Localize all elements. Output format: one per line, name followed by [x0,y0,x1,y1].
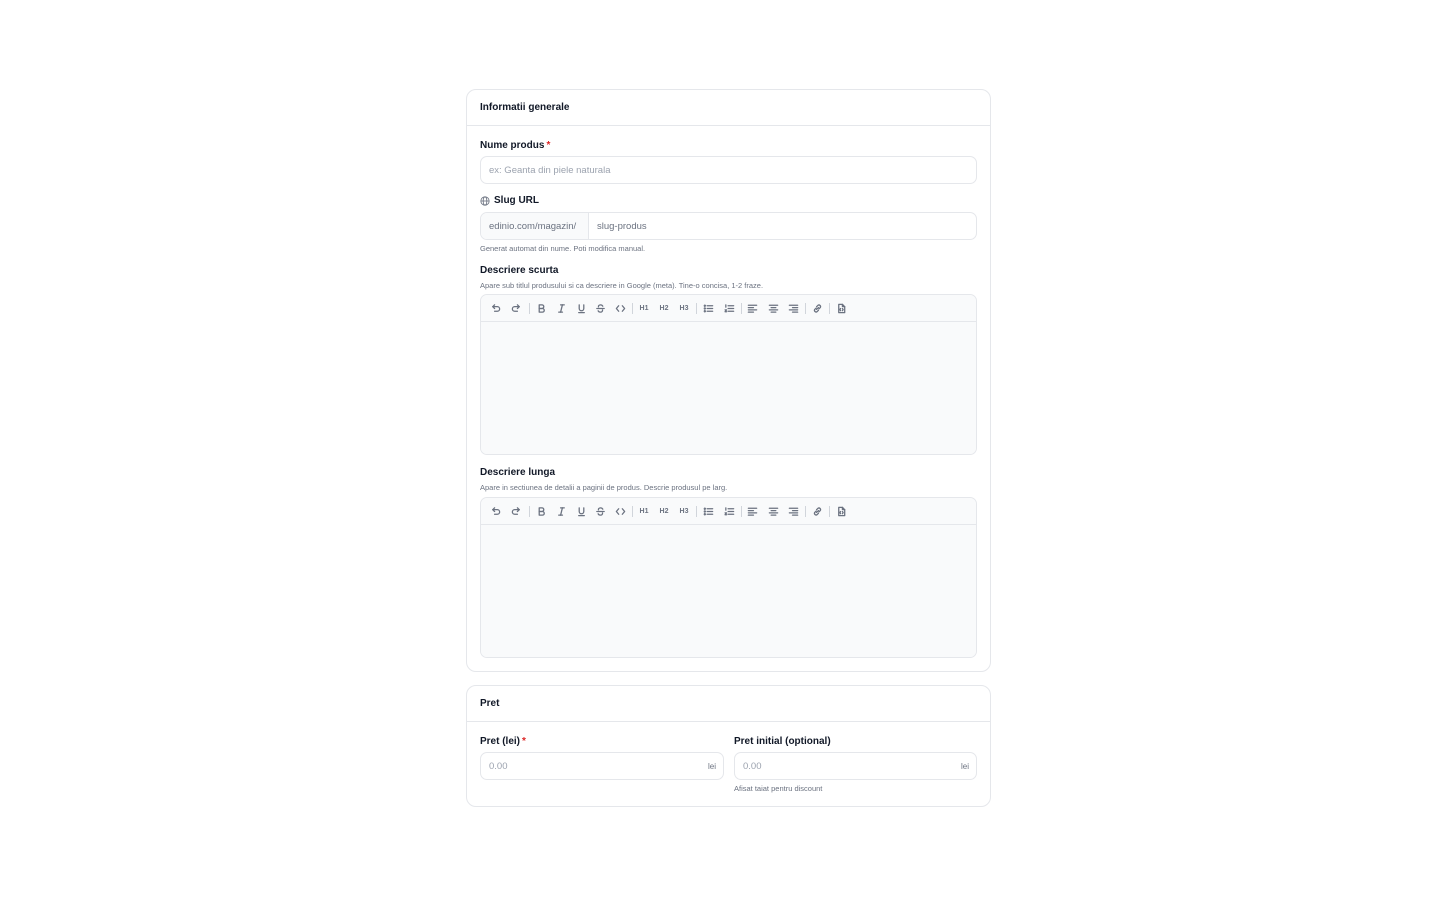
slug-label-text: Slug URL [494,195,539,206]
short-description-editor [480,294,977,455]
bold-icon[interactable] [534,301,548,315]
initial-price-input[interactable] [734,752,977,780]
heading-3-button[interactable]: H3 [679,507,689,515]
short-description-hint: Apare sub titlul produsului si ca descriere in Google (meta). Tine-o concisa, 1-2 fraze. [480,281,764,290]
slug-placeholder: slug-produs [597,220,647,232]
short-description-label: Descriere scurta [480,265,559,276]
align-center-icon[interactable] [766,301,780,315]
slug-hint: Generat automat din nume. Poti modifica manual. [480,244,646,253]
toolbar-divider [805,303,806,314]
long-description-label: Descriere lunga [480,467,556,478]
link-icon[interactable] [810,301,824,315]
toolbar-divider [529,303,530,314]
general-info-title: Informatii generale [467,90,990,126]
underline-icon[interactable] [574,504,588,518]
link-icon[interactable] [810,504,824,518]
short-description-editor-body[interactable] [481,322,976,455]
slug-field [480,212,977,240]
heading-1-button[interactable]: H1 [639,304,649,312]
price-input[interactable] [480,752,724,780]
initial-price-hint: Afisat taiat pentru discount [734,784,823,793]
undo-icon[interactable] [488,504,502,518]
long-description-editor-body[interactable] [481,525,976,658]
required-mark: * [546,140,551,151]
slug-input[interactable] [589,213,976,239]
price-placeholder: 0.00 [489,760,508,772]
slug-label [480,195,539,206]
toolbar-divider [829,506,830,517]
bullet-list-icon[interactable] [701,504,715,518]
product-name-placeholder: ex: Geanta din piele naturala [489,164,611,176]
align-right-icon[interactable] [786,504,800,518]
price-label-text: Pret (lei) [480,736,521,747]
toolbar-divider [529,506,530,517]
bold-icon[interactable] [534,504,548,518]
product-name-label-text: Nume produs [480,140,545,151]
toolbar-divider [829,303,830,314]
redo-icon[interactable] [509,504,523,518]
toolbar-divider [632,506,633,517]
globe-icon [480,196,490,206]
heading-3-button[interactable]: H3 [679,304,689,312]
italic-icon[interactable] [554,301,568,315]
toolbar-divider [741,506,742,517]
strikethrough-icon[interactable] [593,504,607,518]
general-info-card [466,89,991,672]
redo-icon[interactable] [509,301,523,315]
price-card-title: Pret [467,686,990,722]
heading-2-button[interactable]: H2 [659,304,669,312]
initial-price-placeholder: 0.00 [743,760,762,772]
editor-toolbar [481,295,976,322]
slug-prefix: edinio.com/magazin/ [481,213,589,239]
strikethrough-icon[interactable] [593,301,607,315]
initial-price-currency-suffix: lei [960,761,969,771]
align-right-icon[interactable] [786,301,800,315]
html-source-icon[interactable] [834,504,848,518]
underline-icon[interactable] [574,301,588,315]
align-center-icon[interactable] [766,504,780,518]
initial-price-label: Pret initial (optional) [734,736,831,747]
undo-icon[interactable] [488,301,502,315]
toolbar-divider [696,303,697,314]
required-mark: * [522,736,526,747]
product-name-label [480,140,550,151]
toolbar-divider [741,303,742,314]
price-label [480,736,526,747]
bullet-list-icon[interactable] [701,301,715,315]
italic-icon[interactable] [554,504,568,518]
code-icon[interactable] [613,504,627,518]
toolbar-divider [696,506,697,517]
ordered-list-icon[interactable] [722,504,736,518]
editor-toolbar [481,498,976,525]
long-description-editor [480,497,977,658]
toolbar-divider [805,506,806,517]
heading-2-button[interactable]: H2 [659,507,669,515]
heading-1-button[interactable]: H1 [639,507,649,515]
price-card [466,685,991,807]
toolbar-divider [632,303,633,314]
align-left-icon[interactable] [745,301,759,315]
long-description-hint: Apare in sectiunea de detalii a paginii de produs. Descrie produsul pe larg. [480,483,728,492]
price-currency-suffix: lei [707,761,716,771]
code-icon[interactable] [613,301,627,315]
product-name-input[interactable] [480,156,977,184]
align-left-icon[interactable] [745,504,759,518]
ordered-list-icon[interactable] [722,301,736,315]
html-source-icon[interactable] [834,301,848,315]
